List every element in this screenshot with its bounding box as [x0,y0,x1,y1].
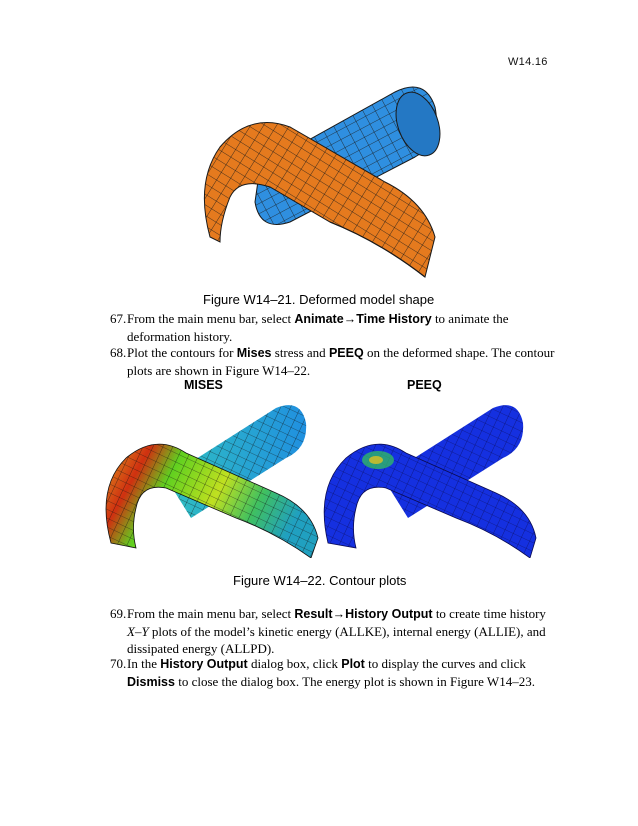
step-70 [110,655,580,691]
step-text: dialog box, click [247,656,342,671]
step-number: 67. [110,311,127,326]
term-mises: Mises [236,346,272,360]
step-text: plots of the model’s kinetic energy (ALLKE), internal energy (ALLIE), and [148,624,546,639]
figure-caption-w14-21: Figure W14–21. Deformed model shape [203,292,435,307]
menu-result: Result [294,607,333,621]
step-text: deformation history. [127,329,233,344]
step-68 [110,344,580,379]
page-number: W14.16 [508,56,548,68]
step-text: Plot the contours for [127,345,237,360]
menu-animate: Animate [294,312,344,326]
step-number: 70. [110,656,127,671]
step-number: 69. [110,606,127,621]
menu-time-history: Time History [356,312,432,326]
step-text: From the main menu bar, select [127,606,295,621]
dialog-history-output: History Output [160,657,248,671]
button-plot: Plot [341,657,365,671]
step-text: plots are shown in Figure W14–22. [127,363,311,378]
peeq-label: PEEQ [407,378,442,392]
step-text: to animate the [431,311,509,326]
mises-label: MISES [184,378,223,392]
step-text: From the main menu bar, select [127,311,295,326]
arrow-icon: → [332,607,346,621]
button-dismiss: Dismiss [127,675,175,689]
figure-caption-w14-22: Figure W14–22. Contour plots [233,573,407,588]
step-text: to close the dialog box. The energy plot is shown in Figure W14–23. [174,674,535,689]
step-text: X–Y [127,624,149,639]
step-text: stress and [271,345,329,360]
peeq-contour-image [318,398,543,558]
step-text: to create time history [432,606,546,621]
step-69 [110,605,580,657]
step-67 [110,310,580,345]
step-text: In the [127,656,161,671]
step-number: 68. [110,345,127,360]
term-peeq: PEEQ [328,346,364,360]
step-text: on the deformed shape. The contour [363,345,555,360]
step-text: to display the curves and click [364,656,526,671]
mises-contour-image [96,398,326,558]
menu-history-output: History Output [345,607,433,621]
deformed-pipes-image [180,72,450,287]
step-text: dissipated energy (ALLPD). [127,641,275,656]
arrow-icon: → [343,312,357,326]
